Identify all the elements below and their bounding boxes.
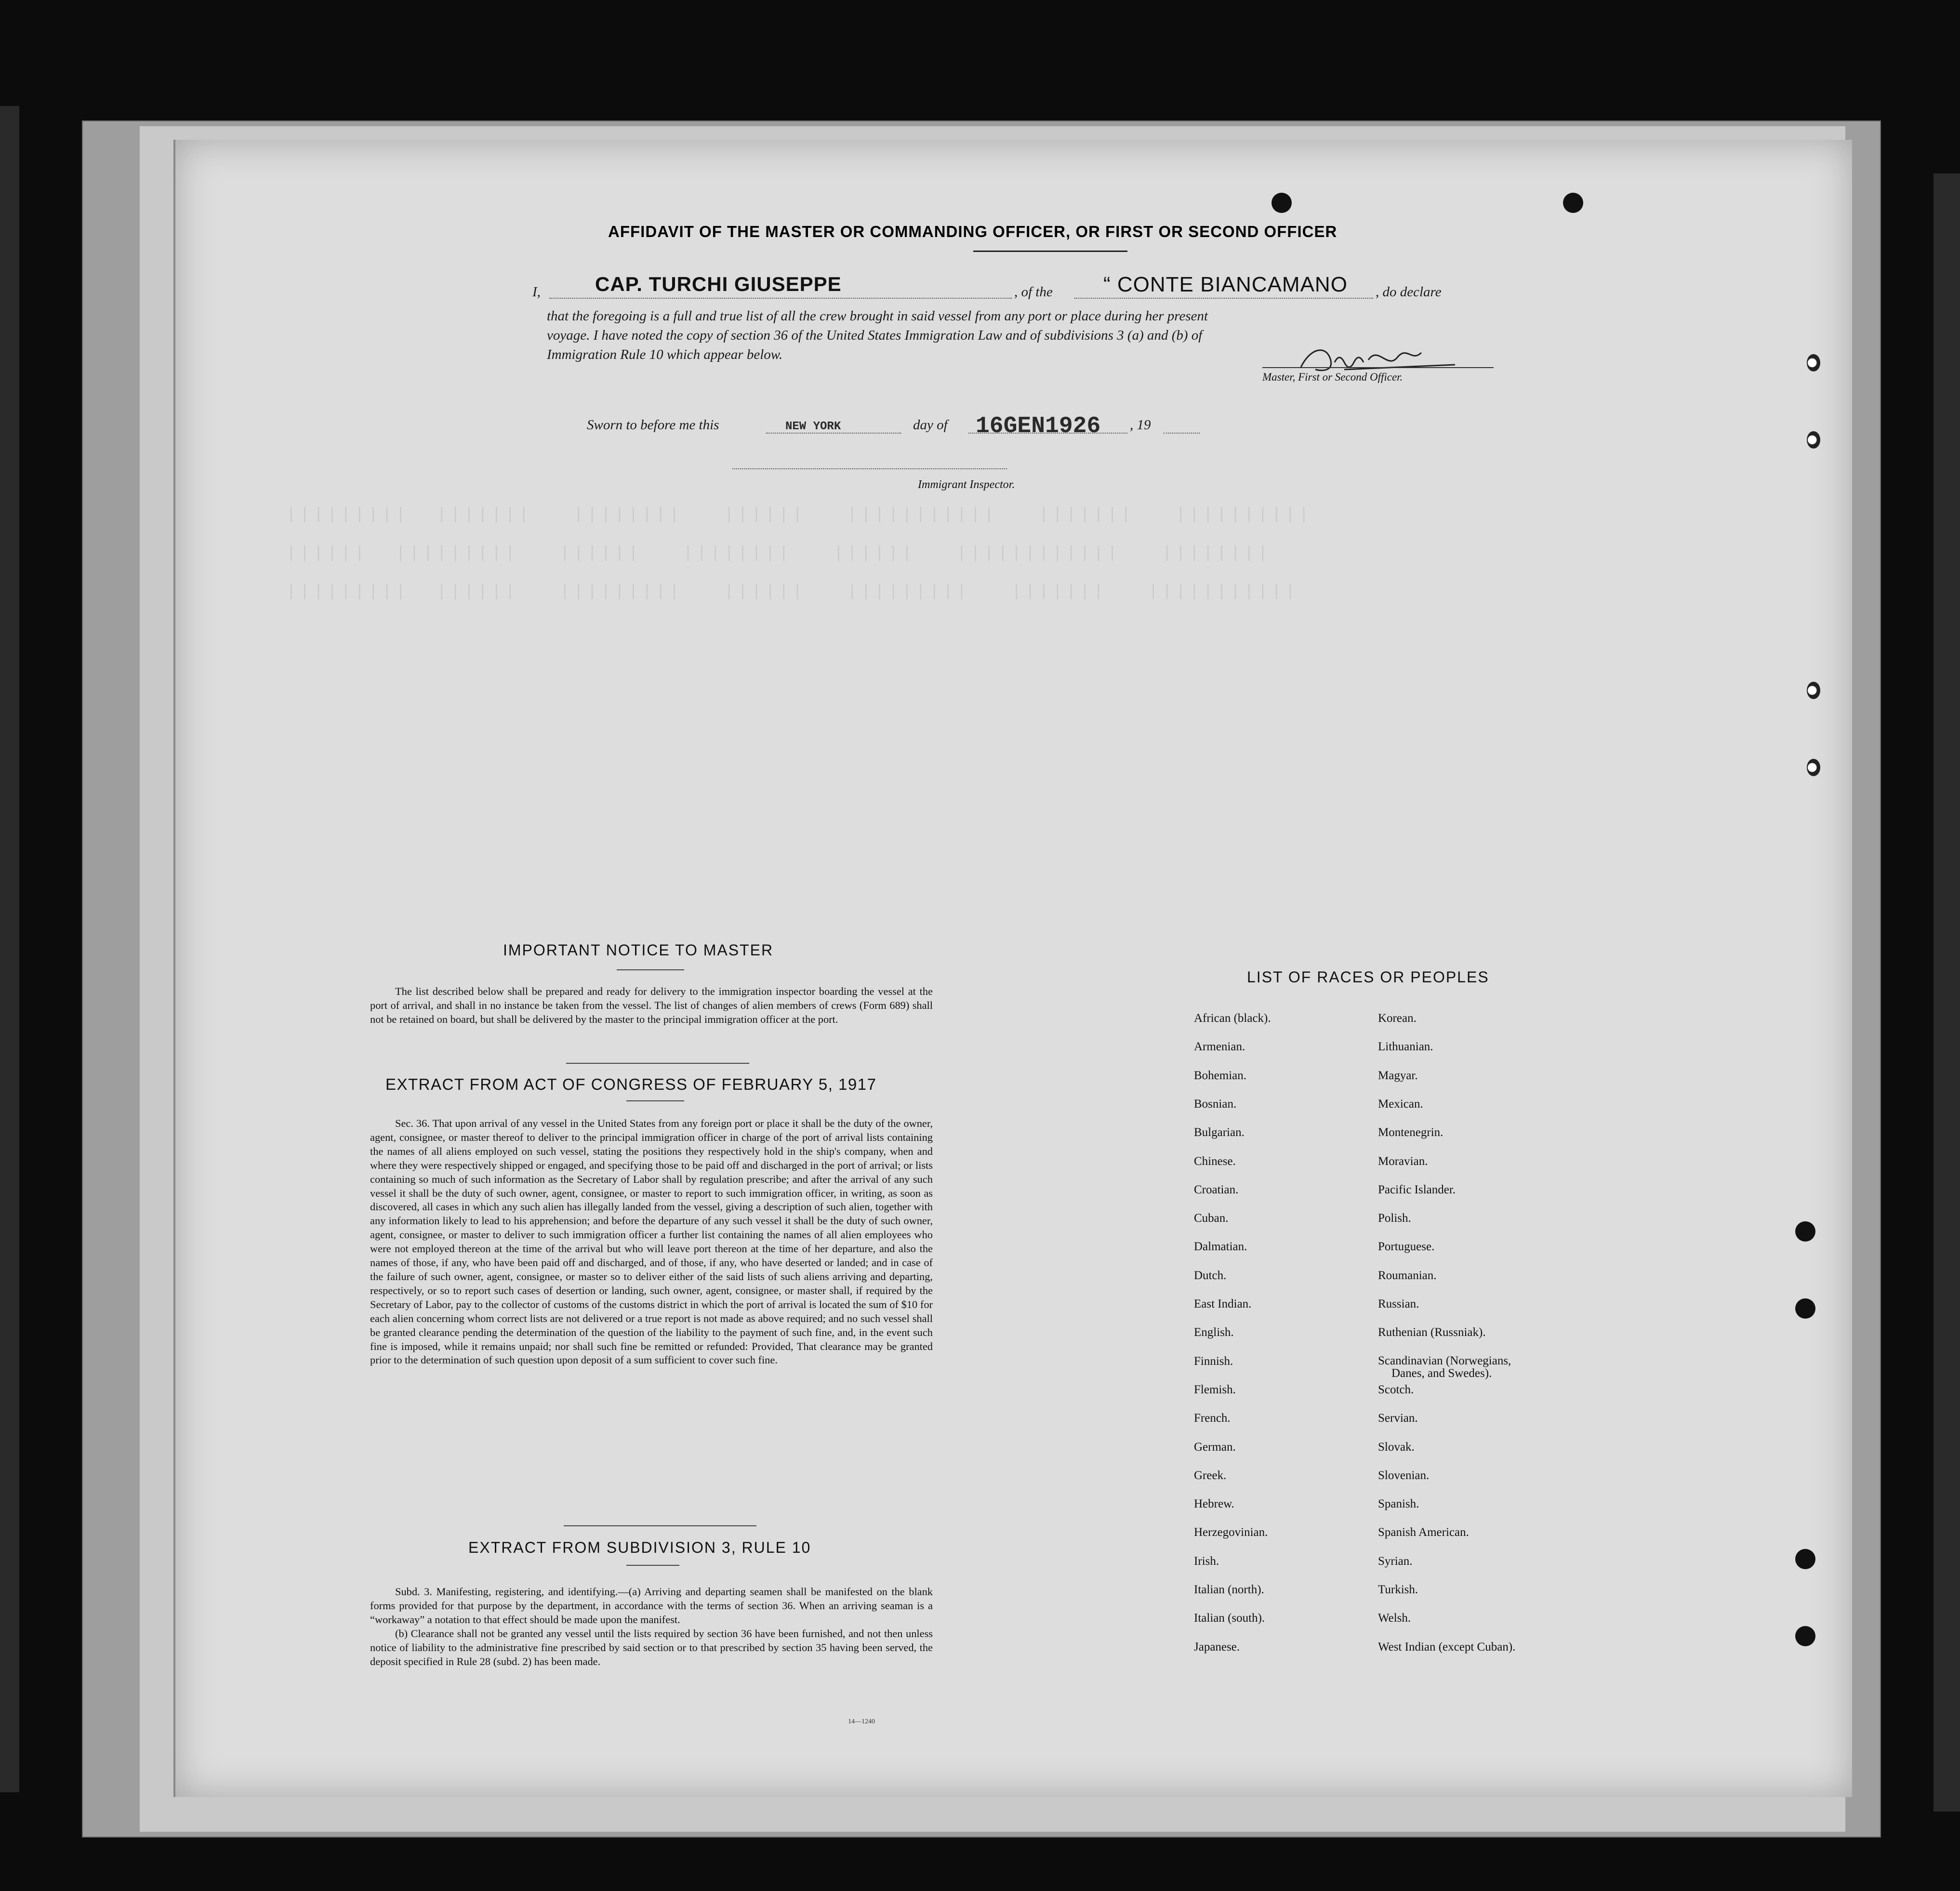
race-item: East Indian. bbox=[1194, 1297, 1252, 1310]
race-item: Turkish. bbox=[1378, 1583, 1418, 1596]
inspector-line bbox=[732, 468, 1007, 469]
race-item: German. bbox=[1194, 1440, 1236, 1454]
punch-hole bbox=[1795, 1626, 1815, 1646]
affidavit-of-the: , of the bbox=[1014, 284, 1053, 300]
race-item: Roumanian. bbox=[1378, 1269, 1437, 1282]
race-item: Montenegrin. bbox=[1378, 1126, 1444, 1139]
notice-rule bbox=[617, 969, 684, 970]
notice-text: The list described below shall be prepared and ready for delivery to the immigration inspector boarding the vessel at the port of arrival, and shall in no instance be taken from the vessel. The list of changes of alien members of crews (Form 689) shall not be retained on board, but shall be delivered by the master to the principal immigration officer at the port. bbox=[370, 985, 933, 1025]
race-item: Syrian. bbox=[1378, 1554, 1413, 1568]
race-item: Japanese. bbox=[1194, 1640, 1240, 1653]
affidavit-line-4: Immigration Rule 10 which appear below. bbox=[547, 347, 783, 362]
race-item: French. bbox=[1194, 1412, 1231, 1425]
vessel-name-line bbox=[1074, 298, 1373, 299]
affidavit-line-2: that the foregoing is a full and true list of all the crew brought in said vessel from any port or place during her present bbox=[547, 308, 1208, 324]
punch-hole bbox=[1795, 1221, 1815, 1242]
race-item: Herzegovinian. bbox=[1194, 1526, 1268, 1539]
signature-line bbox=[1262, 367, 1494, 368]
race-item: Bohemian. bbox=[1194, 1069, 1247, 1082]
race-item: Spanish American. bbox=[1378, 1526, 1469, 1539]
race-item: Magyar. bbox=[1378, 1069, 1418, 1082]
vessel-name: “ CONTE BIANCAMANO bbox=[1103, 273, 1348, 296]
race-item: Moravian. bbox=[1378, 1154, 1428, 1168]
race-item: Portuguese. bbox=[1378, 1240, 1435, 1254]
race-item: Italian (south). bbox=[1194, 1612, 1265, 1625]
binder-ring bbox=[1807, 354, 1820, 371]
race-item: Hebrew. bbox=[1194, 1497, 1234, 1511]
punch-hole bbox=[1795, 1549, 1815, 1569]
race-item: Korean. bbox=[1378, 1012, 1417, 1025]
race-item: Polish. bbox=[1378, 1212, 1411, 1225]
signature-caption: Master, First or Second Officer. bbox=[1262, 371, 1403, 383]
race-item: Spanish. bbox=[1378, 1497, 1419, 1511]
race-item: African (black). bbox=[1194, 1012, 1271, 1025]
extract-rule-text bbox=[370, 1585, 933, 1668]
race-item: Welsh. bbox=[1378, 1612, 1411, 1625]
extract-act-text: Sec. 36. That upon arrival of any vessel in the United States from any foreign port or place it shall be the duty of the owner, agent, consignee, or master thereof to deliver to the principal immigration officer in charge of the port of arrival lists containing the names of all aliens employed on such vessel, stating the positions they respectively hold in the ship's company, when and where they were respectively shipped or engaged, and specifying those to be paid off and discharged in the port of arrival; or lists containing so much of such information as the Secretary of Labor shall by regulation prescribe; and after the arrival of any such vessel it shall be the duty of such owner, agent, consignee, or master to report to such immigration officer, in writing, as soon as discovered, all cases in which any such alien has illegally landed from the vessel, giving a description of such alien, together with any information likely to lead to his apprehension; and before the departure of any such vessel it shall be the duty of such owner, agent, consignee, or master to deliver to such immigration officer a further list containing the names of all alien employees who were not employed thereon at the time of the arrival but who will leave port thereon at the time of her departure, and also the names of those, if any, who have been paid off and discharged, and of those, if any, who have deserted or landed; and in case of the failure of such owner, agent, consignee, or master so to deliver either of the said lists of such aliens arriving and departing, respectively, or so to report such cases of desertion or landing, such owner, agent, consignee, or master shall, if required by the Secretary of Labor, pay to the collector of customs of the customs district in which the port of arrival is located the sum of $10 for each alien concerning whom correct lists are not delivered or a true report is not made as above required; and no such vessel shall be granted clearance pending the determination of the question of the liability to the payment of such fine, and, in the event such fine is imposed, while it remains unpaid; nor shall such fine be remitted or refunded: Provided, That clearance may be granted prior to the determination of such question upon deposit of a sum sufficient to cover such fine. bbox=[370, 1117, 933, 1366]
race-item: Irish. bbox=[1194, 1554, 1219, 1568]
race-item: Scotch. bbox=[1378, 1383, 1414, 1396]
race-item: Ruthenian (Russniak). bbox=[1378, 1326, 1486, 1339]
document-page bbox=[173, 140, 1852, 1797]
form-number: 14—1240 bbox=[848, 1718, 875, 1725]
race-item: Italian (north). bbox=[1194, 1583, 1264, 1596]
adjacent-frame-right bbox=[1934, 173, 1960, 1812]
adjacent-frame-left bbox=[0, 106, 19, 1792]
race-item: Lithuanian. bbox=[1378, 1040, 1433, 1054]
race-item: Dutch. bbox=[1194, 1269, 1227, 1282]
extract-rule-title: EXTRACT FROM SUBDIVISION 3, RULE 10 bbox=[468, 1539, 811, 1556]
notice-divider bbox=[566, 1063, 749, 1064]
year-line bbox=[1164, 433, 1200, 434]
rule-para-b: (b) Clearance shall not be granted any vessel until the lists required by section 36 have been furnished, and not then unless notice of liability to the administrative fine prescribed by said section or to that prescribed by section 35 having been served, the deposit specified in Rule 28 (subd. 2) has been made. bbox=[370, 1627, 933, 1667]
master-name-line bbox=[549, 298, 1012, 299]
race-item: Flemish. bbox=[1194, 1383, 1236, 1396]
race-item: Dalmatian. bbox=[1194, 1240, 1247, 1254]
affidavit-title: AFFIDAVIT OF THE MASTER OR COMMANDING OFFICER, OR FIRST OR SECOND OFFICER bbox=[608, 223, 1338, 240]
race-item: Cuban. bbox=[1194, 1212, 1229, 1225]
extract-rule-rule bbox=[626, 1565, 679, 1566]
inspector-caption: Immigrant Inspector. bbox=[918, 478, 1015, 491]
sworn-place-stamp: NEW YORK bbox=[785, 420, 841, 433]
race-item: Finnish. bbox=[1194, 1354, 1233, 1368]
rule-para-a: Subd. 3. Manifesting, registering, and identifying.—(a) Arriving and departing seamen shall be manifested on the blank forms provided for that purpose by the department, in accordance with the terms of section 36. When an arriving seaman is a “workaway” a notation to that effect should be made upon the manifest. bbox=[370, 1586, 933, 1626]
affidavit-line-3: voyage. I have noted the copy of section 36 of the United States Immigration Law and of subdivisions 3 (a) and (b) of bbox=[547, 328, 1203, 343]
race-item: Chinese. bbox=[1194, 1154, 1236, 1168]
sworn-date-stamp: 16GEN1926 bbox=[976, 413, 1101, 439]
punch-hole bbox=[1795, 1298, 1815, 1319]
affidavit-i: I, bbox=[532, 284, 541, 300]
race-item: West Indian (except Cuban). bbox=[1378, 1640, 1516, 1653]
race-item: Pacific Islander. bbox=[1378, 1183, 1456, 1196]
master-name: CAP. TURCHI GIUSEPPE bbox=[595, 273, 842, 295]
race-item: Servian. bbox=[1378, 1412, 1418, 1425]
punch-hole bbox=[1271, 193, 1292, 213]
race-item: Croatian. bbox=[1194, 1183, 1239, 1196]
races-title: LIST OF RACES OR PEOPLES bbox=[1247, 968, 1489, 986]
race-item: Slovak. bbox=[1378, 1440, 1415, 1454]
bleed-through: |||||| ||||||||| |||||| |||||||| |||||| |||||||||||| |||||||| bbox=[286, 544, 1272, 563]
notice-title: IMPORTANT NOTICE TO MASTER bbox=[503, 941, 774, 959]
affidavit-do-declare: , do declare bbox=[1376, 284, 1442, 300]
day-of-label: day of bbox=[913, 417, 948, 433]
race-item: Bulgarian. bbox=[1194, 1126, 1245, 1139]
extract-act-divider bbox=[564, 1525, 756, 1526]
race-item: Slovenian. bbox=[1378, 1468, 1430, 1482]
bleed-through: ||||||||| |||||| ||||||||| |||||| ||||||||| ||||||| ||||||||||| bbox=[286, 583, 1299, 601]
races-list bbox=[1194, 1012, 1579, 1667]
extract-act-rule bbox=[626, 1100, 684, 1101]
race-item: Armenian. bbox=[1194, 1040, 1245, 1054]
race-item: Greek. bbox=[1194, 1468, 1227, 1482]
bleed-through: ||||||||| ||||||| |||||||| |||||| ||||||||||| ||||||| |||||||||| bbox=[286, 506, 1313, 524]
title-underline bbox=[973, 251, 1127, 252]
sworn-prefix: Sworn to before me this bbox=[587, 417, 719, 433]
year-suffix: , 19 bbox=[1130, 417, 1151, 433]
race-item: Russian. bbox=[1378, 1297, 1419, 1310]
binder-ring bbox=[1807, 431, 1820, 449]
binder-ring bbox=[1807, 682, 1820, 699]
race-item: Bosnian. bbox=[1194, 1097, 1237, 1111]
race-item: English. bbox=[1194, 1326, 1234, 1339]
extract-act-title: EXTRACT FROM ACT OF CONGRESS OF FEBRUARY 5, 1917 bbox=[385, 1075, 877, 1093]
punch-hole bbox=[1563, 193, 1583, 213]
race-item: Mexican. bbox=[1378, 1097, 1423, 1111]
race-item: Scandinavian (Norwegians, Danes, and Swedes). bbox=[1378, 1354, 1511, 1380]
binder-ring bbox=[1807, 759, 1820, 776]
